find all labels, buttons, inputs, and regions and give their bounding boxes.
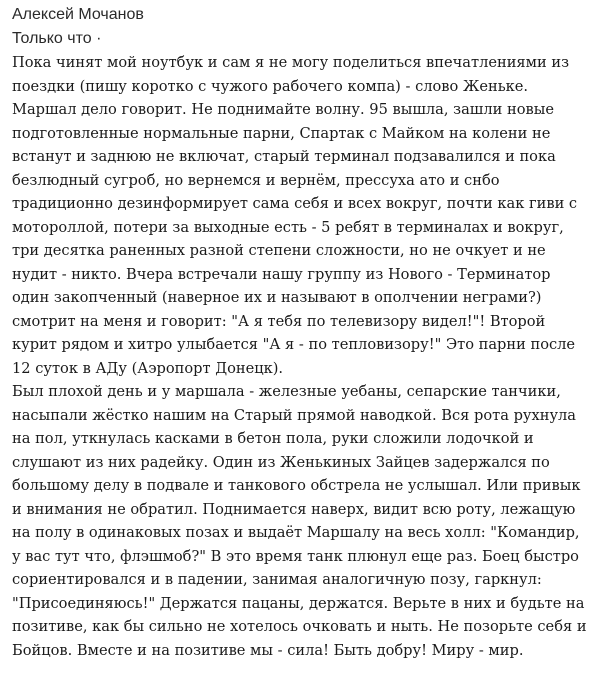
post-timestamp[interactable]: Только что [12, 30, 92, 47]
post-paragraph-2: Был плохой день и у маршала - железные уебаны, сепарские танчики, насыпали жёстко нашим на Старый прямой наводкой. Вся рота рухнула на пол, уткнулась касками в бетон пола, руки сложили лодочкой и слушают из них радейку. Один из Женькиных Зайцев задержался по большому делу в подвале и танкового обстрела не услышал. Или привык и внимания не обратил. Поднимается наверх, видит всю роту, лежащую на полу в одинаковых позах и выдаёт Маршалу на весь холл: "Командир, у вас тут что, флэшмоб?" В это время танк плюнул еще раз. Боец быстро сориентировался и в падении, занимая аналогичную позу, гаркнул: "Присоединяюсь!" Держатся пацаны, держатся. Верьте в них и будьте на позитиве, как бы сильно не хотелось очковать и ныть. Не позорьте себя и Бойцов. Вместе и на позитиве мы - сила! Быть добру! Миру - мир. [12, 383, 587, 659]
post-meta [12, 27, 588, 51]
post-paragraph-1: Пока чинят мой ноутбук и сам я не могу поделиться впечатлениями из поездки (пишу коротко с чужого рабочего компа) - слово Женьке. Маршал дело говорит. Не поднимайте волну. 95 вышла, зашли новые подготовленные нормальные парни, Спартак с Майком на колени не встанут и заднюю не включат, старый терминал подзавалился и пока безлюдный сугроб, но вернемся и вернём, прессуха ато и снбо традиционно дезинформирует сама себя и всех вокруг, почти как гиви с мотороллой, потери за выходные есть - 5 ребят в терминалах и вокруг, три десятка раненных разной степени сложности, но не очкует и не нудит - никто. Вчера встречали нашу группу из Нового - Терминатор один закопченный (наверное их и называют в ополчении неграми?) смотрит на меня и говорит: "А я тебя по телевизору видел!"! Второй курит рядом и хитро улыбается "А я - по тепловизору!" Это парни после 12 суток в АДу (Аэропорт Донецк). [12, 54, 578, 377]
meta-separator: · [96, 30, 102, 47]
author-name[interactable]: Алексей Мочанов [12, 6, 144, 23]
